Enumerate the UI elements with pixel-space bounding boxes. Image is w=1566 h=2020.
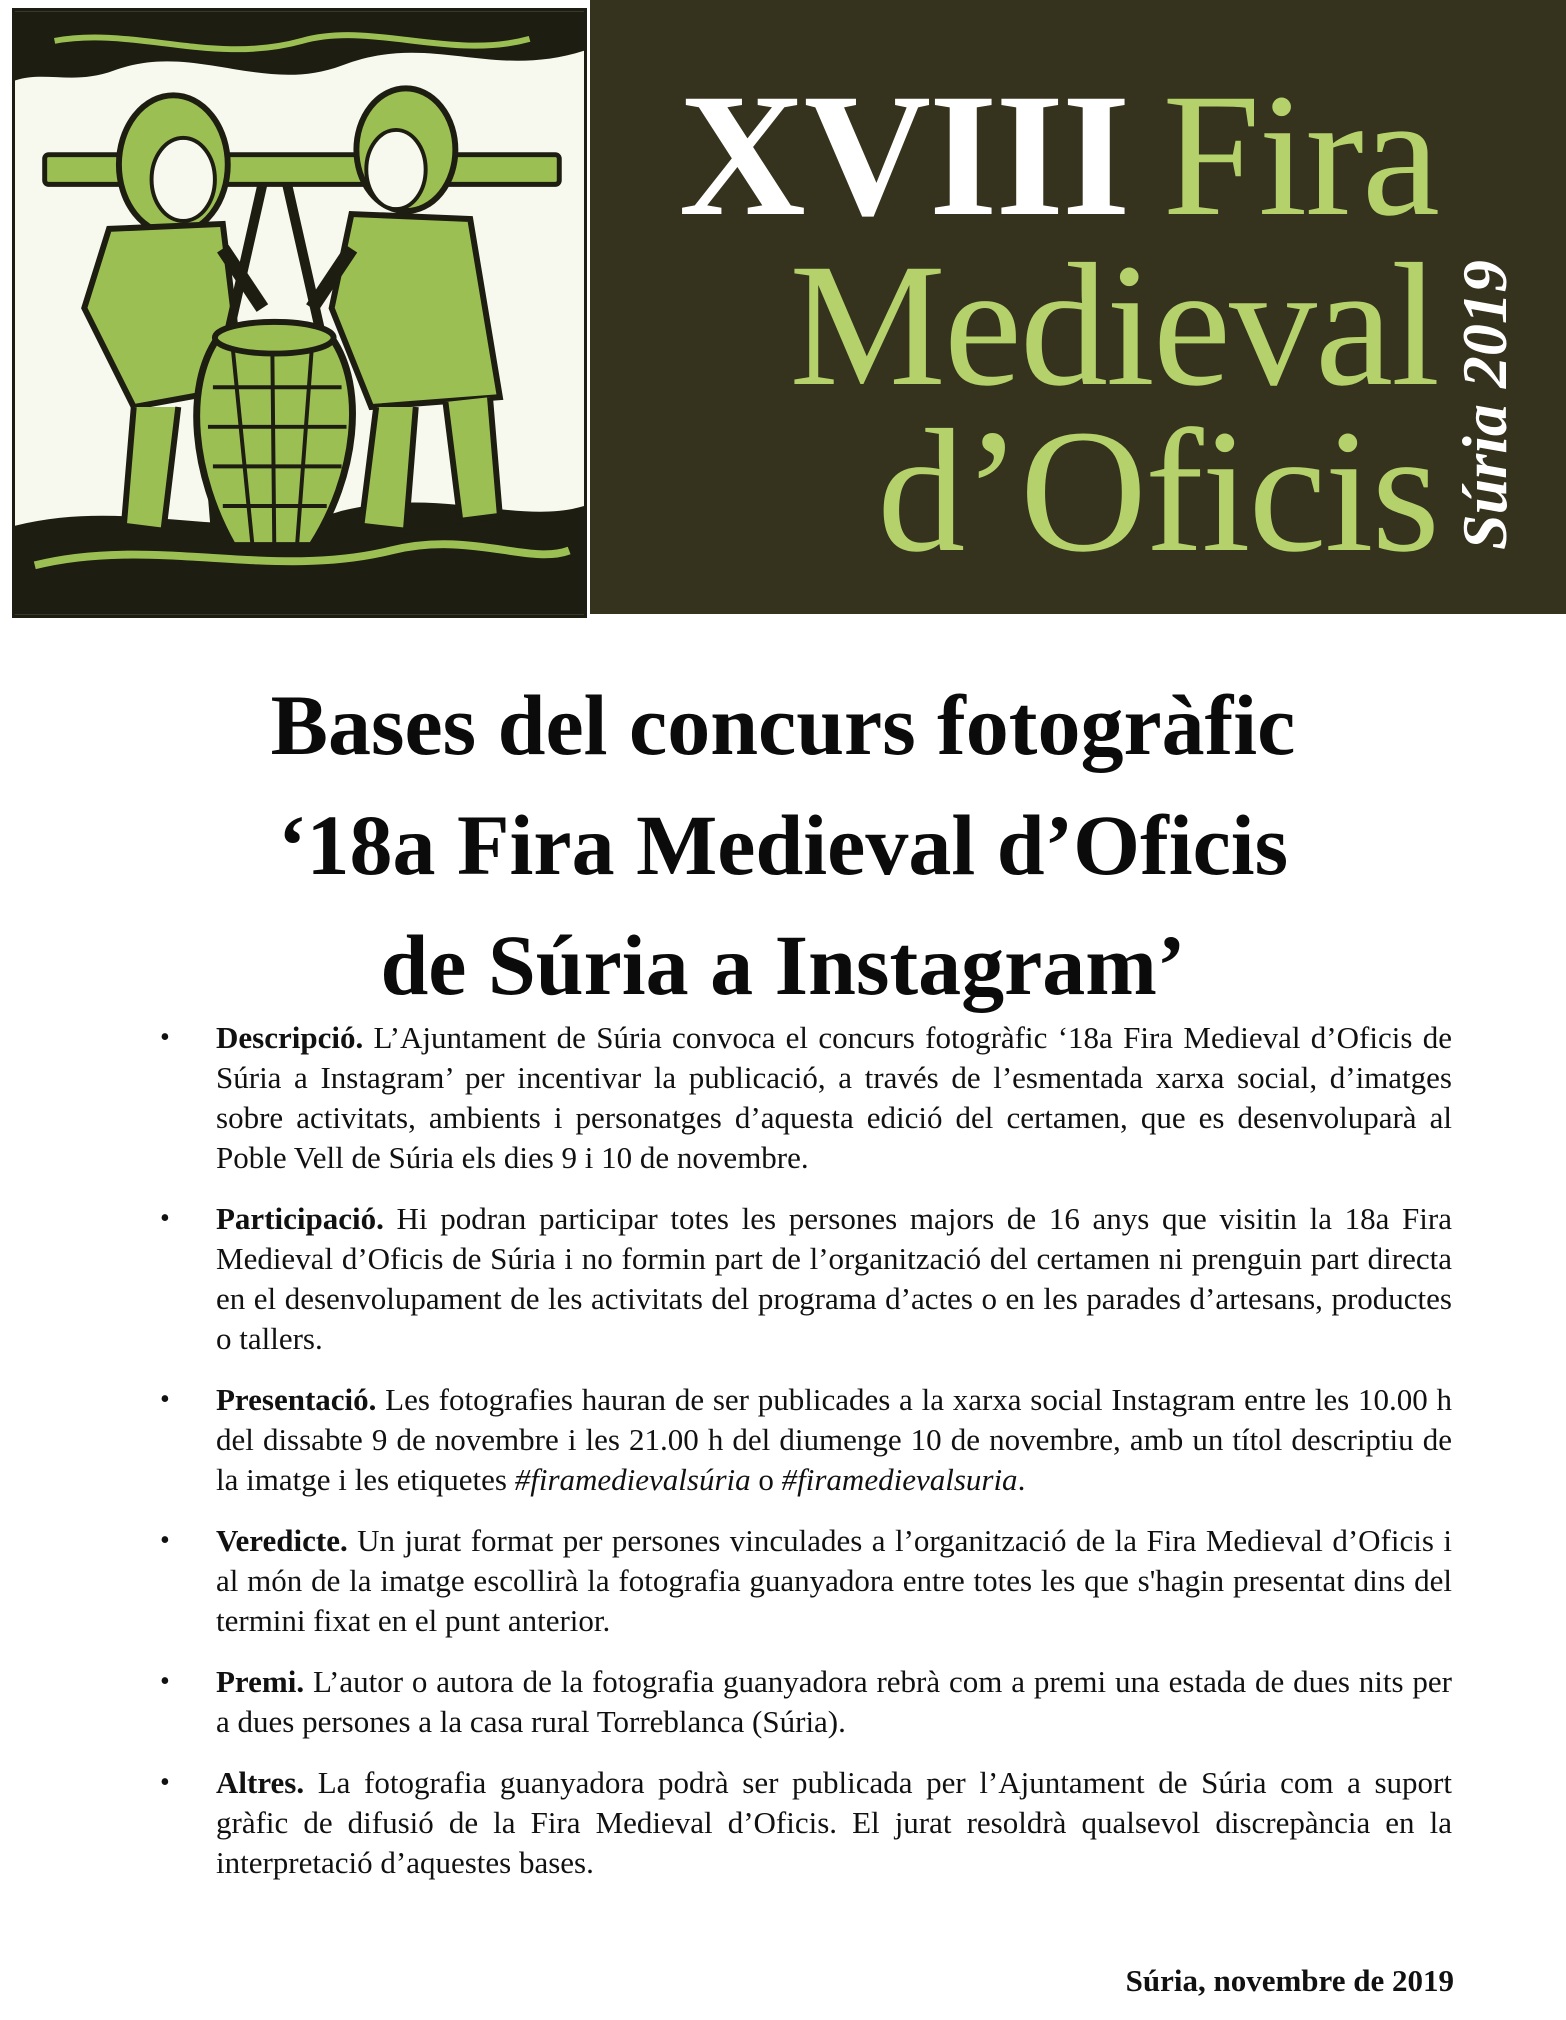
hashtag-2: #firamedievalsuria	[781, 1462, 1018, 1497]
item-label: Premi.	[216, 1664, 305, 1699]
hashtag-1: #firamedievalsúria	[514, 1462, 751, 1497]
roman-numeral: XVIII	[678, 58, 1129, 253]
list-item	[160, 1521, 1452, 1641]
woodcut-illustration	[12, 8, 587, 618]
bullet-icon: •	[160, 1022, 170, 1053]
list-item	[160, 1662, 1452, 1742]
title-word-fira: Fira	[1162, 58, 1438, 253]
item-label: Participació.	[216, 1201, 384, 1236]
bullet-icon: •	[160, 1767, 170, 1798]
item-text: Hi podran participar totes les persones majors de 16 anys que visitin la 18a Fira Medieval d’Oficis de Súria i no formin part de l’organització del certamen ni prenguin part directa en el desenvolupament de les activitats del programa d’actes o en les parades d’artesans, productes o tallers.	[216, 1201, 1452, 1356]
poster-header	[0, 0, 1566, 620]
item-label: Presentació.	[216, 1382, 377, 1417]
bullet-icon: •	[160, 1525, 170, 1556]
title-line-3: d’Oficis	[877, 394, 1438, 589]
item-end: .	[1017, 1462, 1026, 1497]
vertical-place-year	[1430, 245, 1540, 565]
bullet-icon: •	[160, 1384, 170, 1415]
list-item	[160, 1763, 1452, 1883]
list-item	[160, 1199, 1452, 1359]
woodcut-image	[15, 11, 584, 615]
item-label: Altres.	[216, 1765, 305, 1800]
title-line-1	[678, 58, 1438, 253]
rules-list	[160, 1018, 1452, 1904]
vertical-label-text: Súria 2019	[1449, 260, 1520, 550]
item-text: La fotografia guanyadora podrà ser publicada per l’Ajuntament de Súria com a suport gràfic de difusió de la Fira Medieval d’Oficis. El jurat resoldrà qualsevol discrepància en la interpretació d’aquestes bases.	[216, 1765, 1452, 1880]
heading-line-3: de Súria a Instagram’	[380, 917, 1186, 1013]
contest-heading	[0, 665, 1566, 1025]
signature-line: Súria, novembre de 2019	[1125, 1963, 1454, 1998]
title-line-2: Medieval	[789, 228, 1438, 423]
title-panel	[590, 0, 1566, 614]
item-text: L’Ajuntament de Súria convoca el concurs fotogràfic ‘18a Fira Medieval d’Oficis de Súria a Instagram’ per incentivar la publicació, a través de l’esmentada xarxa social, d’imatges sobre activitats, ambients i personatges d’aquesta edició del certamen, que es desenvoluparà al Poble Vell de Súria els dies 9 i 10 de novembre.	[216, 1020, 1452, 1175]
item-label: Descripció.	[216, 1020, 364, 1055]
heading-line-2: ‘18a Fira Medieval d’Oficis	[277, 797, 1289, 893]
heading-line-1: Bases del concurs fotogràfic	[270, 677, 1296, 773]
item-text: L’autor o autora de la fotografia guanyadora rebrà com a premi una estada de dues nits per a dues persones a la casa rural Torreblanca (Súria).	[216, 1664, 1452, 1739]
item-text: Un jurat format per persones vinculades a l’organització de la Fira Medieval d’Oficis i al món de la imatge escollirà la fotografia guanyadora entre totes les que s'hagin presentat dins del termini fixat en el punt anterior.	[216, 1523, 1452, 1638]
item-text: Les fotografies hauran de ser publicades a la xarxa social Instagram entre les 10.00 h del dissabte 9 de novembre i les 21.00 h del diumenge 10 de novembre, amb un títol descriptiu de la imatge i les etiquetes	[216, 1382, 1452, 1497]
bullet-icon: •	[160, 1203, 170, 1234]
hashtag-joiner: o	[750, 1462, 782, 1497]
list-item	[160, 1380, 1452, 1500]
item-label: Veredicte.	[216, 1523, 348, 1558]
bullet-icon: •	[160, 1666, 170, 1697]
list-item	[160, 1018, 1452, 1178]
